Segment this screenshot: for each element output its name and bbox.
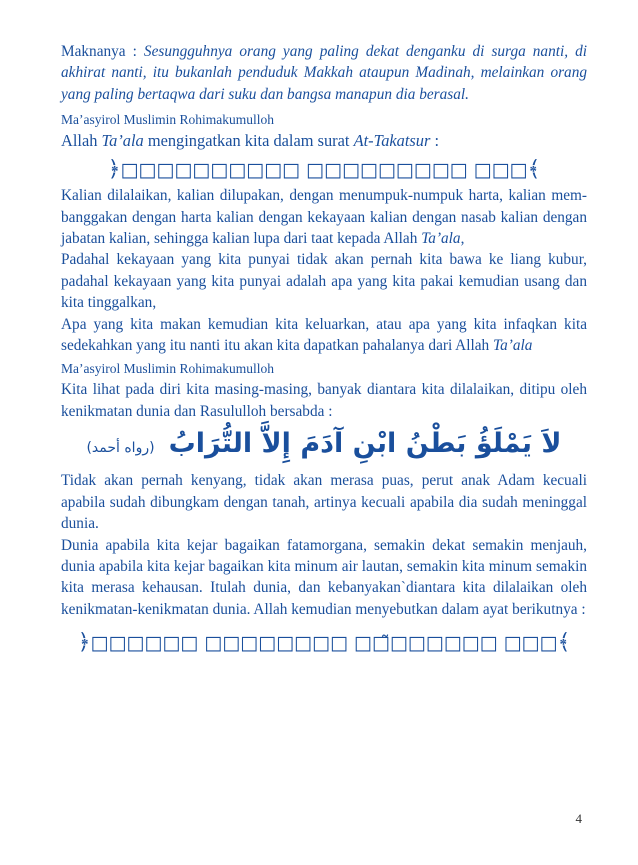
intro-takatsur [61, 130, 587, 151]
salutation-2: Ma’asyirol Muslimin Rohimakumulloh [61, 361, 274, 377]
intro-allah: Allah [61, 131, 102, 151]
maknanya-text: Sesungguhnya orang yang paling dekat denganku di surga nanti, di akhirat nanti, itu bukanlah penduduk Makkah ataupun Madinah, melainkan orang yang paling bertaqwa dari suku dan bangsa manapun dia berasal. [61, 43, 587, 103]
quran-verse-2-text: □□□□□□ □□□□□□□□ □□□̃□□□□□ □□□ [90, 632, 558, 655]
apa-text: Apa yang kita makan kemudian kita keluarkan, atau apa yang kita infaqkan kita sedekahkan yang itu nanti itu akan kita dapatkan pahalanya dari Allah [61, 315, 587, 355]
kalian-comma: , [460, 230, 465, 248]
kalian-text: Kalian dilalaikan, kalian dilupakan, dengan menumpuk-numpuk harta, kalian mem-banggakan dengan harta kalian dengan kekayaan kalian dengan nasab kalian dengan jabatan kalian, sehingga kalian lupa dari taat kepada Allah [61, 187, 587, 248]
intro-taala: Ta’ala [101, 131, 144, 151]
intro-colon: : [430, 131, 440, 151]
paragraph-padahal: Padahal kekayaan yang kita punyai tidak akan pernah kita bawa ke liang kubur, padahal kekayaan yang kita punyai adalah apa yang kita pakai kemudian usang dan kita tinggalkan, [61, 251, 587, 312]
page-content [61, 41, 587, 658]
ornate-bracket-close-icon: ﴾ [527, 157, 541, 183]
intro-mid: mengingatkan kita dalam surat [143, 131, 354, 151]
maknanya-label: Maknanya [61, 43, 126, 60]
maknanya-colon: : [125, 43, 144, 60]
paragraph-tidak: Tidak akan pernah kenyang, tidak akan merasa puas, perut anak Adam kecuali apabila sudah dibungkam dengan tanah, artinya kecuali apabila dia sudah meninggal dunia. [61, 472, 587, 533]
salutation: Ma’asyirol Muslimin Rohimakumulloh [61, 112, 274, 128]
paragraph-maknanya [61, 41, 587, 105]
paragraph-kalian [61, 185, 587, 249]
hadith [61, 422, 587, 470]
ornate-bracket-open-icon: ﴿ [77, 630, 91, 656]
paragraph-kita-lihat: Kita lihat pada diri kita masing-masing, banyak diantara kita dilalaikan, ditipu oleh kenikmatan dunia dan Rasululloh bersabda : [61, 381, 587, 420]
quran-verse-1-text: □□□□□□□□□□ □□□□□□□□□ □□□ [120, 159, 528, 182]
intro-surah: At-Takatsur [353, 131, 431, 151]
hadith-source: (رواه أحمد) [86, 440, 155, 457]
ornate-bracket-open-icon: ﴿ [107, 157, 121, 183]
kalian-taala: Ta’ala [421, 230, 461, 248]
page-number: 4 [575, 811, 582, 826]
paragraph-apa [61, 314, 587, 357]
quran-verse-2 [61, 628, 587, 658]
ornate-bracket-close-icon: ﴾ [557, 630, 571, 656]
hadith-arabic: لاَ يَمْلَؤُ بَطْنُ ابْنِ آدَمَ إِلاَّ التُّرَابُ [168, 428, 562, 460]
quran-verse-1 [61, 155, 587, 185]
apa-taala: Ta’ala [493, 337, 533, 355]
paragraph-dunia: Dunia apabila kita kejar bagaikan fatamorgana, semakin dekat semakin menjauh, dunia apabila kita kejar bagaikan kita minum air lautan, semakin kita minum semakin kita merasa kehausan. Itulah dunia, dan kebanyakan`diantara kita dilalaikan oleh kenikmatan-kenikmatan dunia. Allah kemudian menyebutkan dalam ayat berikutnya : [61, 536, 587, 618]
